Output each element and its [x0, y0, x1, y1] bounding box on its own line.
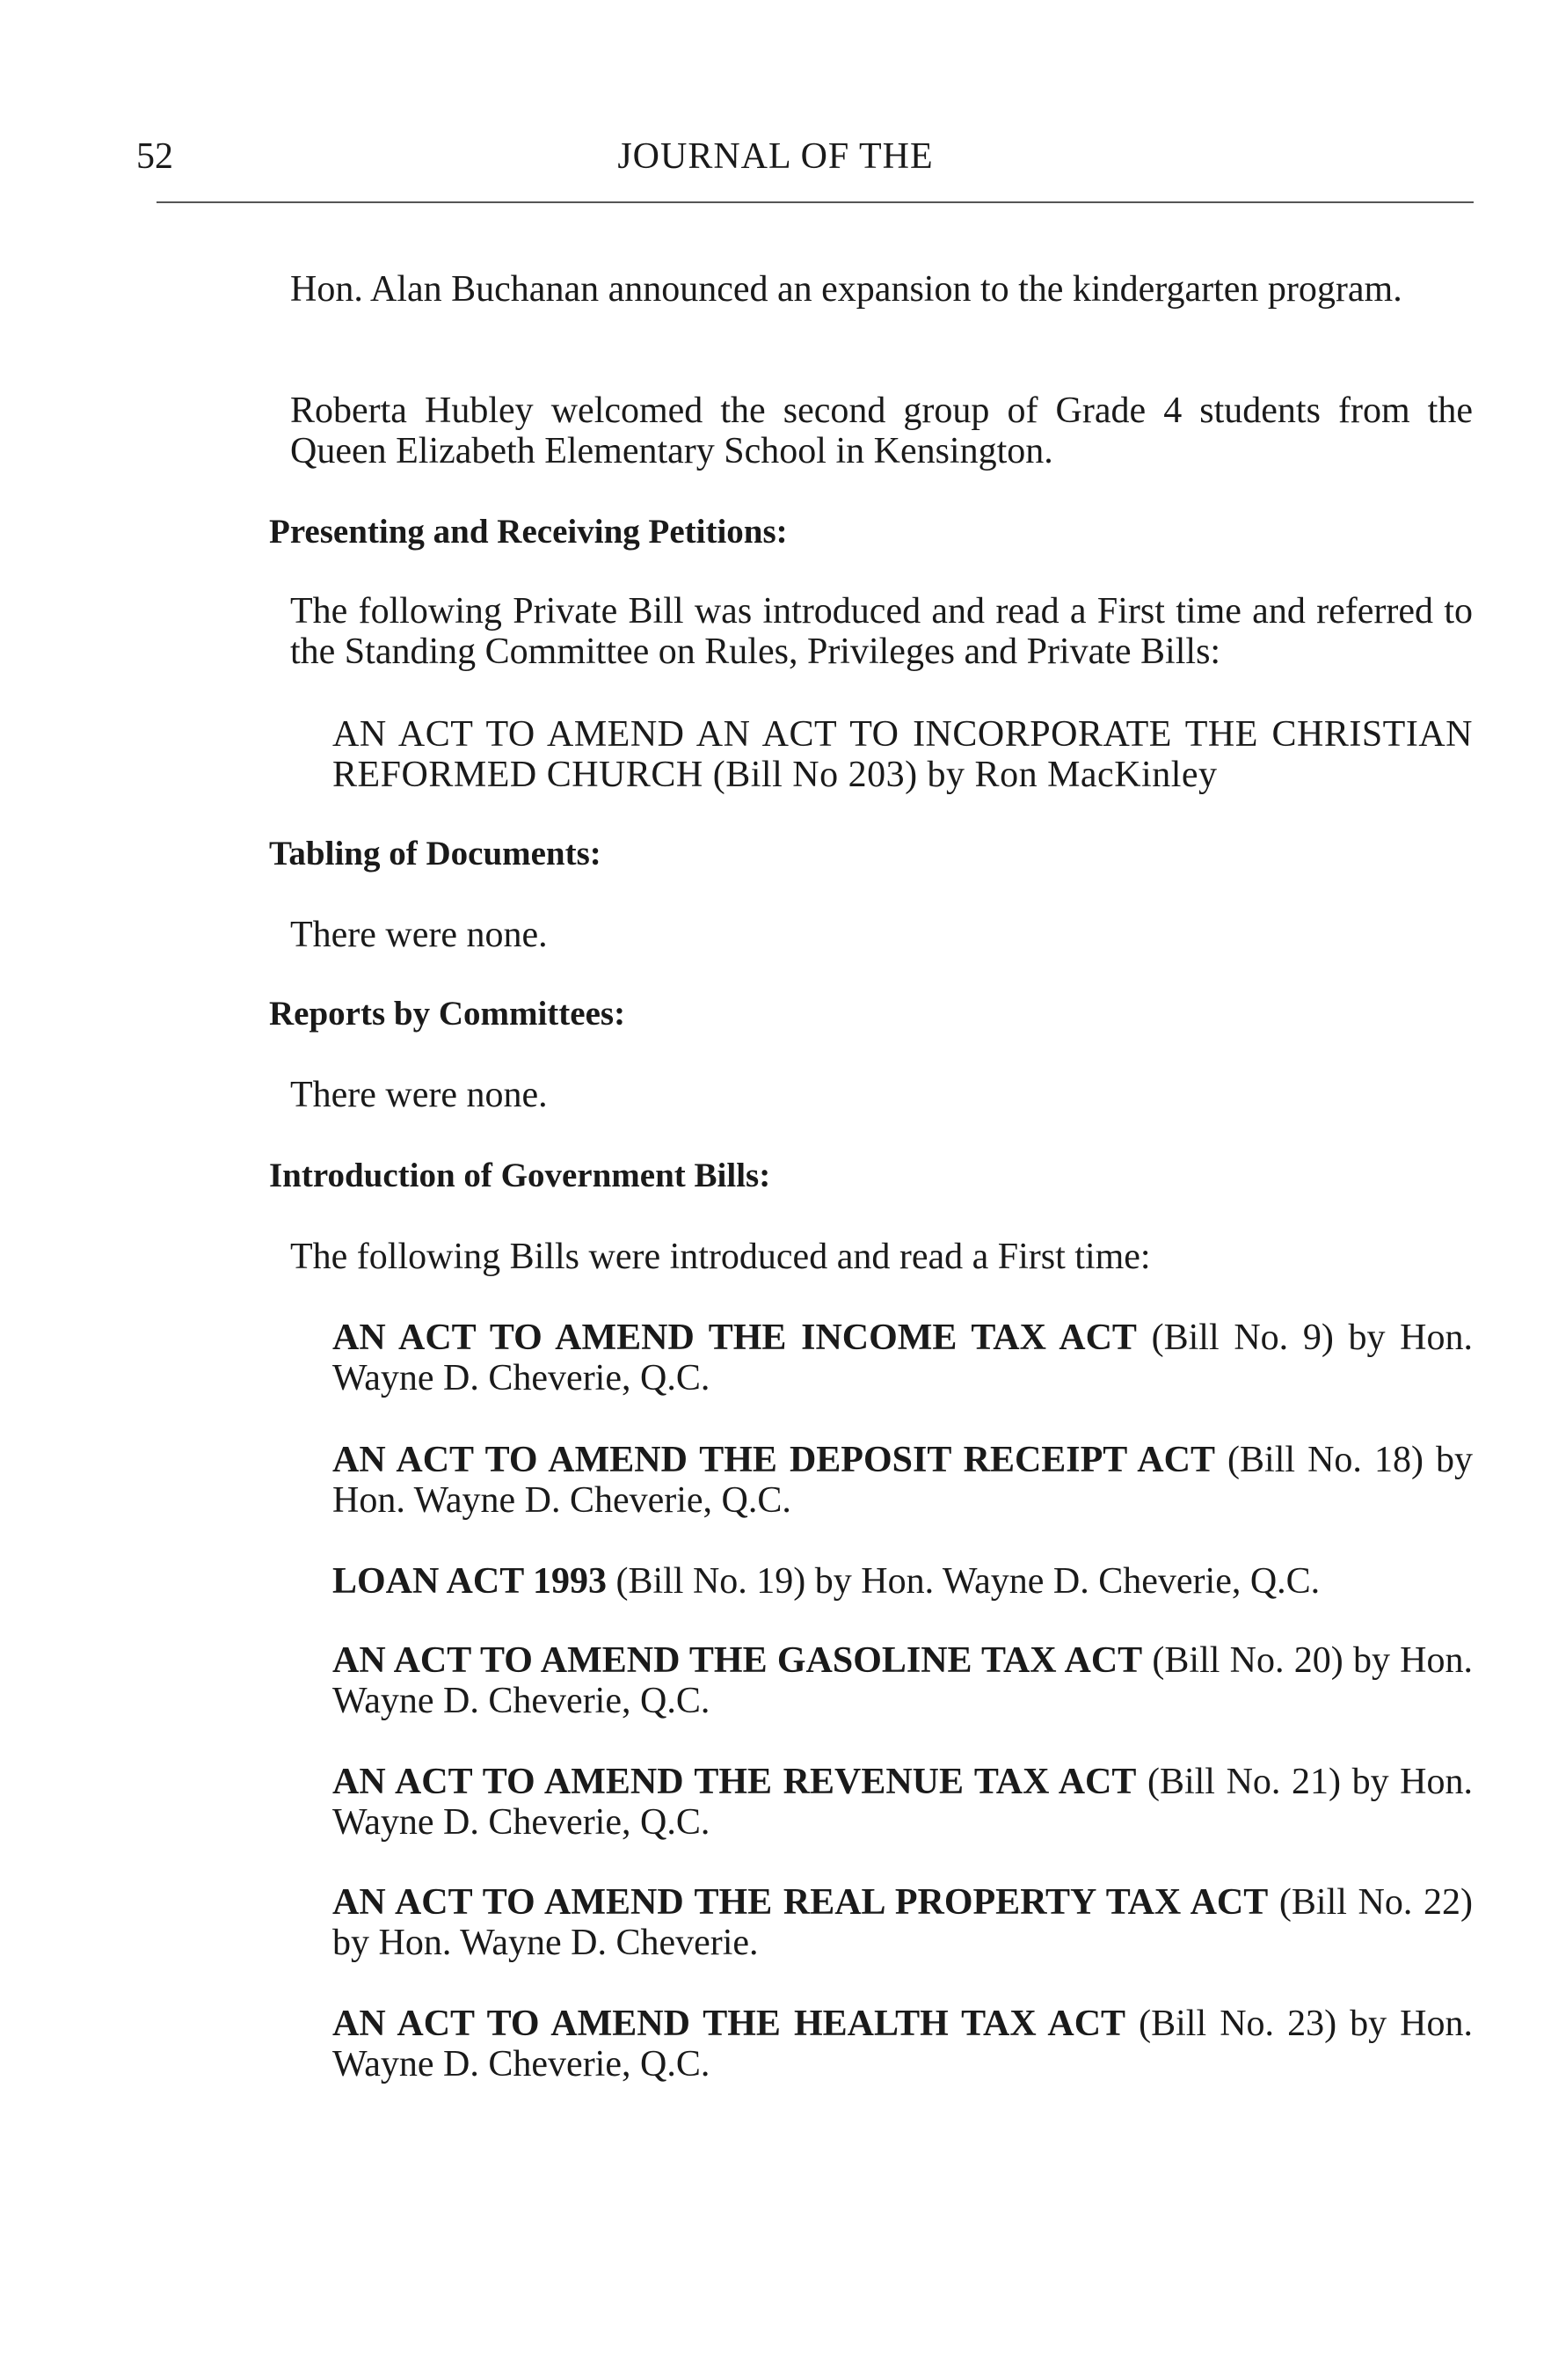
running-head [0, 130, 1551, 183]
government-bills-heading: Introduction of Government Bills: [269, 1157, 771, 1194]
bill-detail: (Bill No. 19) by Hon. Wayne D. Cheverie, Q.C. [606, 1561, 1321, 1602]
petitions-heading: Presenting and Receiving Petitions: [269, 513, 788, 551]
bill-title: LOAN ACT 1993 [332, 1561, 607, 1602]
bill-detail: (Bill No. 22) by Hon. Wayne D. Cheverie. [332, 1882, 1473, 1963]
reports-heading: Reports by Committees: [269, 995, 626, 1033]
government-bill-entry [332, 1640, 1473, 1721]
bill-title: AN ACT TO AMEND THE REAL PROPERTY TAX ACT [332, 1882, 1269, 1923]
kindergarten-paragraph: Hon. Alan Buchanan announced an expansion to the kindergarten program. [290, 269, 1402, 310]
government-bill-entry [332, 1561, 1473, 1602]
government-bill-entry [332, 1762, 1473, 1843]
bill-detail: (Bill No. 21) by Hon. Wayne D. Cheverie, Q.C. [332, 1762, 1473, 1843]
journal-title: JOURNAL OF THE [617, 136, 934, 177]
petitions-intro: The following Private Bill was introduced and read a First time and referred to the Standing Committee on Rules, Privileges and Private Bills: [290, 591, 1473, 672]
reports-text: There were none. [290, 1075, 548, 1115]
bill-detail: (Bill No. 18) by Hon. Wayne D. Cheverie, Q.C. [332, 1440, 1474, 1521]
bill-title: AN ACT TO AMEND THE GASOLINE TAX ACT [332, 1640, 1143, 1681]
bill-detail: (Bill No. 20) by Hon. Wayne D. Cheverie, Q.C. [332, 1640, 1474, 1721]
page-number: 52 [136, 136, 173, 177]
bill-title: AN ACT TO AMEND THE INCOME TAX ACT [332, 1318, 1137, 1358]
government-bill-entry [332, 2004, 1473, 2084]
bill-title: AN ACT TO AMEND THE REVENUE TAX ACT [332, 1762, 1137, 1802]
bill-title: AN ACT TO AMEND THE HEALTH TAX ACT [332, 2004, 1126, 2044]
government-bill-entry [332, 1882, 1473, 1963]
private-bill-entry: AN ACT TO AMEND AN ACT TO INCORPORATE THE CHRISTIAN REFORMED CHURCH (Bill No 203) by Ron MacKinley [332, 714, 1473, 795]
header-rule [157, 201, 1474, 203]
government-bills-intro: The following Bills were introduced and read a First time: [290, 1237, 1151, 1277]
tabling-heading: Tabling of Documents: [269, 835, 601, 872]
bill-title: AN ACT TO AMEND THE DEPOSIT RECEIPT ACT [332, 1440, 1215, 1480]
government-bill-entry [332, 1440, 1473, 1521]
bill-detail: (Bill No. 9) by Hon. Wayne D. Cheverie, Q.C. [332, 1318, 1474, 1398]
students-paragraph: Roberta Hubley welcomed the second group of Grade 4 students from the Queen Elizabeth Elementary School in Kensington. [290, 391, 1473, 471]
bill-detail: (Bill No. 23) by Hon. Wayne D. Cheverie, Q.C. [332, 2004, 1473, 2084]
government-bill-entry [332, 1318, 1473, 1398]
tabling-text: There were none. [290, 915, 548, 955]
